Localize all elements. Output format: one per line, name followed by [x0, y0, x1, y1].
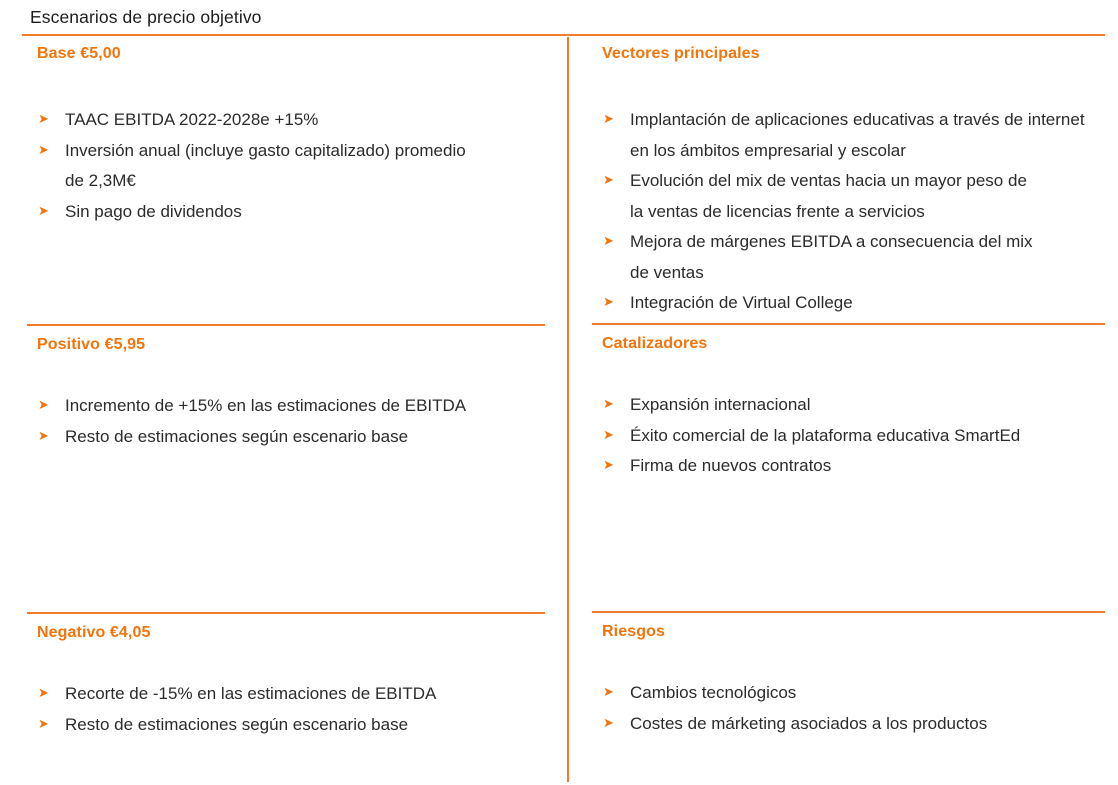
bullet-list-risks: [592, 678, 987, 739]
page-title: Escenarios de precio objetivo: [30, 7, 262, 27]
bullet-text: Firma de nuevos contratos: [630, 456, 832, 475]
arrowhead-bullet-icon: ➤: [603, 234, 614, 249]
section-header-positive: Positivo €5,95: [37, 336, 146, 353]
bullet-text: Recorte de -15% en las estimaciones de EBITDA: [65, 684, 437, 703]
list-item: [38, 679, 436, 710]
arrowhead-bullet-icon: ➤: [603, 427, 614, 443]
bullet-text: Resto de estimaciones según escenario base: [65, 426, 409, 446]
column-divider: [567, 37, 569, 782]
arrowhead-bullet-icon: ➤: [603, 458, 614, 473]
list-item: [38, 391, 466, 422]
section-negative-scenario: [27, 612, 545, 785]
list-item: [38, 710, 436, 741]
section-header-base: Base €5,00: [37, 45, 121, 62]
arrowhead-bullet-icon: ➤: [603, 715, 614, 731]
title-rule: [22, 34, 1105, 36]
section-header-drivers: Vectores principales: [602, 45, 760, 62]
bullet-text: Sin pago de dividendos: [65, 201, 242, 221]
list-item: [38, 422, 466, 453]
arrowhead-bullet-icon: ➤: [603, 173, 614, 188]
list-item: [603, 709, 987, 740]
arrowhead-bullet-icon: ➤: [38, 398, 49, 413]
list-item: [603, 166, 1085, 227]
bullet-text: Costes de márketing asociados a los productos: [630, 713, 988, 733]
list-item: [38, 136, 511, 197]
bullet-list-drivers: [592, 105, 1085, 319]
bullet-list-base: [27, 105, 511, 227]
bullet-text: Éxito comercial de la plataforma educativa SmartEd: [630, 425, 1021, 445]
section-header-negative: Negativo €4,05: [37, 624, 151, 641]
arrowhead-bullet-icon: ➤: [38, 142, 49, 158]
list-item: [603, 451, 1020, 482]
arrowhead-bullet-icon: ➤: [603, 295, 614, 310]
arrowhead-bullet-icon: ➤: [603, 397, 614, 412]
bullet-text: Resto de estimaciones según escenario base: [65, 714, 409, 734]
arrowhead-bullet-icon: ➤: [38, 428, 49, 444]
list-item: [603, 105, 1085, 166]
section-catalysts: [592, 323, 1105, 611]
bullet-text: Inversión anual (incluye gasto capitalizado) promedio de 2,3M€: [65, 140, 466, 190]
bullet-text: Incremento de +15% en las estimaciones de EBITDA: [65, 396, 467, 415]
section-risks: [592, 611, 1105, 785]
section-positive-scenario: [27, 324, 545, 612]
bullet-text: Cambios tecnológicos: [630, 683, 797, 702]
bullet-text: TAAC EBITDA 2022-2028e +15%: [65, 110, 319, 129]
section-base-scenario: [27, 40, 545, 324]
list-item: [603, 678, 987, 709]
arrowhead-bullet-icon: ➤: [38, 112, 49, 127]
section-main-drivers: [592, 40, 1105, 323]
arrowhead-bullet-icon: ➤: [603, 685, 614, 700]
arrowhead-bullet-icon: ➤: [38, 686, 49, 701]
arrowhead-bullet-icon: ➤: [603, 112, 614, 127]
section-header-catalysts: Catalizadores: [602, 335, 708, 352]
bullet-text: Implantación de aplicaciones educativas a través de internet en los ámbitos empresarial y escolar: [630, 110, 1085, 160]
bullet-list-positive: [27, 391, 466, 452]
bullet-list-negative: [27, 679, 436, 740]
arrowhead-bullet-icon: ➤: [38, 716, 49, 732]
bullet-text: Integración de Virtual College: [630, 293, 853, 312]
list-item: [603, 421, 1020, 452]
list-item: [603, 390, 1020, 421]
section-header-risks: Riesgos: [602, 623, 665, 640]
bullet-text: Expansión internacional: [630, 395, 811, 414]
bullet-list-catalysts: [592, 390, 1020, 482]
list-item: [603, 227, 1085, 288]
arrowhead-bullet-icon: ➤: [38, 203, 49, 219]
list-item: [38, 105, 511, 136]
bullet-text: Mejora de márgenes EBITDA a consecuencia del mix de ventas: [630, 232, 1033, 282]
list-item: [38, 197, 511, 228]
list-item: [603, 288, 1085, 319]
bullet-text: Evolución del mix de ventas hacia un mayor peso de la ventas de licencias frente a servicios: [630, 171, 1027, 221]
